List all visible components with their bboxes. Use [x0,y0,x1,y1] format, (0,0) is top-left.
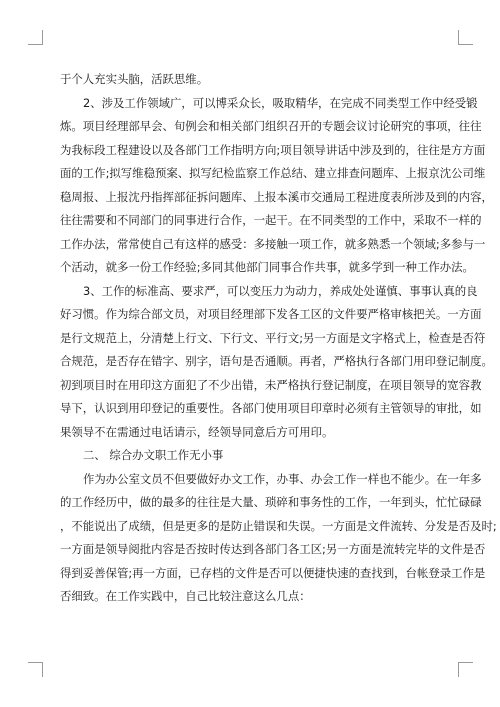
text-line: 好习惯。作为综合部文员，对项目经理部下发各工区的文件要严格审核把关。一方面 [60,307,482,321]
text-line: 稳周报、上报沈丹指挥部征拆问题库、上报本溪市交通局工程进度表所涉及到的内容， [60,189,493,204]
text-line: 面的工作;拟写维稳预案、拟写纪检监察工作总结、建立排查问题库、上报京沈公司维 [60,166,486,180]
crop-mark-top-right [458,30,473,45]
text-line: 于个人充实头脑，活跃思维。 [60,72,209,86]
text-line: 得到妥善保管;再一方面，已存档的文件是否可以便捷快速的查找到，台帐登录工作是 [60,565,486,580]
text-line: 2、涉及工作领域广，可以博采众长，吸取精华，在完成不同类型工作中经受锻 [83,95,478,110]
text-line: 导下，认识到用印登记的重要性。各部门使用项目印章时必须有主管领导的审批，如 [60,401,482,415]
crop-mark-top-left [28,30,43,45]
crop-mark-bottom-right [458,662,473,677]
document-body [60,68,497,609]
text-line: 3、工作的标准高、要求严，可以变压力为动力，养成处处谨慎、事事认真的良 [83,283,478,298]
text-line: 初到项目时在用印这方面犯了不少出错，未严格执行登记制度，在项目领导的宽容教 [60,377,482,392]
crop-mark-bottom-left [28,662,43,677]
text-line: ，不能说出了成绩，但是更多的是防止错误和失误。一方面是文件流转、分发是否及时; [60,518,497,533]
text-line: 作为办公室文员不但要做好办文工作，办事、办会工作一样也不能少。在一年多 [83,471,482,486]
text-line: 合规范，是否存在错字、别字，语句是否通顺。再者，严格执行各部门用印登记制度。 [60,354,493,368]
text-line: 的工作经历中，做的最多的往往是大量、琐碎和事务性的工作，一年到头，忙忙碌碌 [60,495,482,509]
text-line: 二、 综合办文职工作无小事 [83,448,224,462]
text-line: 否细致。在工作实践中，自己比较注意这么几点： [60,589,311,603]
text-line: 工作办法，常常使自己有这样的感受：多接触一项工作，就多熟悉一个领域;多参与一 [60,236,486,251]
text-line: 炼。项目经理部早会、旬例会和相关部门组织召开的专题会议讨论研究的事项，往往 [60,119,482,133]
text-line: 一方面是领导阅批内容是否按时传达到各部门各工区;另一方面是流转完毕的文件是否 [60,542,486,556]
text-line: 果领导不在需通过电话请示，经领导同意后方可用印。 [60,424,334,439]
text-line: 为我标段工程建设以及各部门工作指明方向;项目领导讲话中涉及到的，往往是方方面 [60,142,486,157]
text-line: 往往需要和不同部门的同事进行合作，一起干。在不同类型的工作中，采取不一样的 [60,213,482,227]
text-line: 是行文规范上，分清楚上行文、下行文、平行文;另一方面是文字格式上，检查是否符 [60,330,486,345]
text-line: 个活动，就多一份工作经验;多同其他部门同事合作共事，就多学到一种工作办法。 [60,260,474,274]
